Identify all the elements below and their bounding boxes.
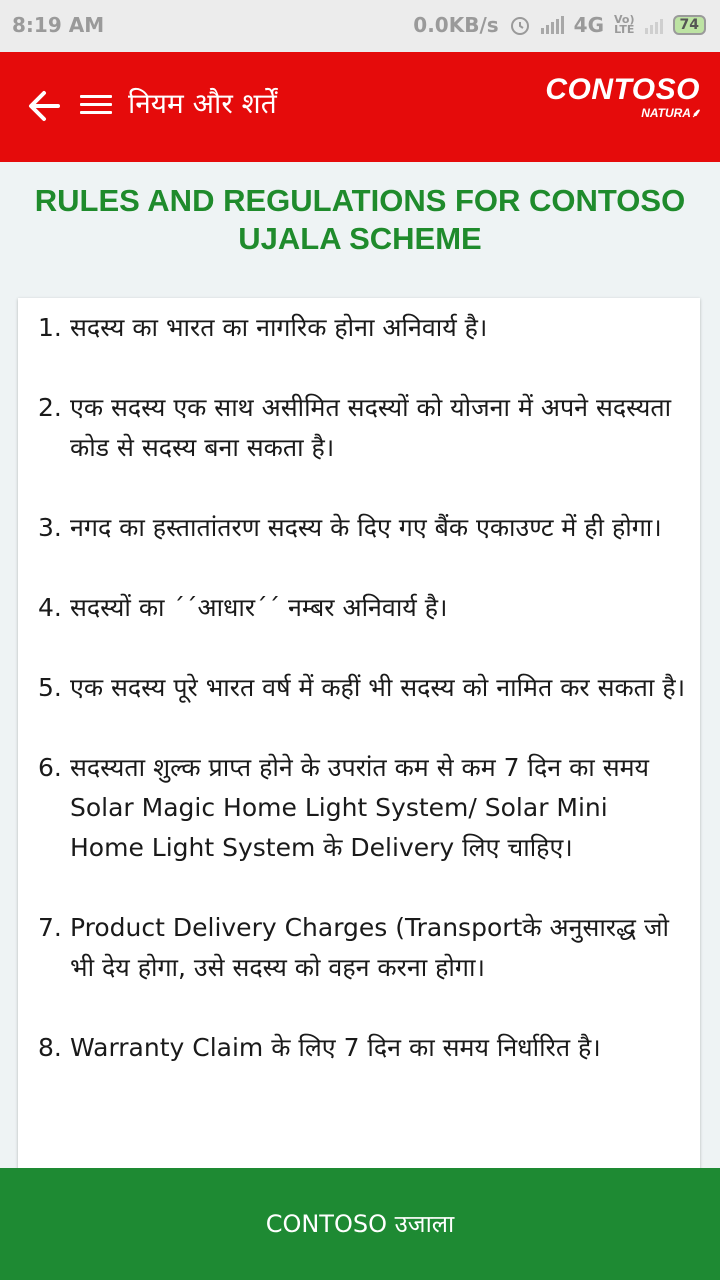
rule-text: नगद का हस्तातांतरण सदस्य के दिए गए बैंक एकाउण्ट में ही होगा। [70,513,662,542]
brand-logo [545,74,700,120]
rules-heading: RULES AND REGULATIONS FOR CONTOSO UJALA SCHEME [34,183,686,256]
battery-level: 74 [679,17,699,33]
leaf-icon: ⸙ [690,106,700,120]
rule-text: एक सदस्य पूरे भारत वर्ष में कहीं भी सदस्य को नामित कर सकता है। [70,673,686,702]
bottom-action-bar[interactable] [0,1168,720,1280]
rules-list [18,298,700,1068]
volte-indicator [614,15,635,35]
rule-text: एक सदस्य एक साथ असीमित सदस्यों को योजना में अपने सदस्यता कोड से सदस्य बना सकता है। [70,393,672,462]
menu-button[interactable] [80,90,112,122]
rule-item [38,748,686,868]
rule-text: Warranty Claim के लिए 7 दिन का समय निर्धारित है। [70,1033,601,1062]
battery-icon [673,15,706,35]
rule-number: 6. [38,753,62,782]
rule-text: सदस्यता शुल्क प्राप्त होने के उपरांत कम से कम 7 दिन का समय Solar Magic Home Light System/ Solar Mini Home Light System के Delivery लिए चाहिए। [70,753,650,862]
app-bar [0,52,720,162]
status-bar [0,0,720,52]
rule-item [38,508,686,548]
rule-item [38,308,686,348]
signal-icon-secondary [645,16,663,34]
rule-number: 2. [38,393,62,422]
rule-number: 7. [38,913,62,942]
logo-text: CONTOSO [545,73,700,106]
network-type: 4G [573,13,605,37]
page-title: नियम और शर्तें [128,87,277,120]
alarm-icon [509,14,531,36]
rule-number: 8. [38,1033,62,1062]
arrow-left-icon [24,84,64,128]
rule-number: 4. [38,593,62,622]
rule-number: 3. [38,513,62,542]
status-right-group [413,13,706,37]
volte-line2: LTE [614,23,635,36]
status-time: 8:19 AM [12,13,105,37]
rule-text: सदस्यों का ´´आधार´´ नम्बर अनिवार्य है। [70,593,448,622]
signal-icon [541,16,564,34]
rules-card[interactable] [18,298,700,1178]
rule-number: 5. [38,673,62,702]
rule-text: सदस्य का भारत का नागरिक होना अनिवार्य है। [70,313,488,342]
rule-item [38,588,686,628]
rule-item [38,1028,686,1068]
logo-subtext [545,106,700,120]
rule-item [38,908,686,988]
rule-item [38,388,686,468]
rule-text: Product Delivery Charges (Transportके अनुसारद्ध जो भी देय होगा, उसे सदस्य को वहन करना होगा। [70,913,670,982]
network-speed: 0.0KB/s [413,13,499,37]
logo-subtext-label: NATURA [641,106,691,120]
volte-line1: Vo) [614,13,635,26]
back-button[interactable] [24,84,64,128]
rule-number: 1. [38,313,62,342]
hamburger-menu-icon [80,95,112,114]
bottom-bar-label: CONTOSO उजाला [265,1210,455,1238]
rule-item [38,668,686,708]
